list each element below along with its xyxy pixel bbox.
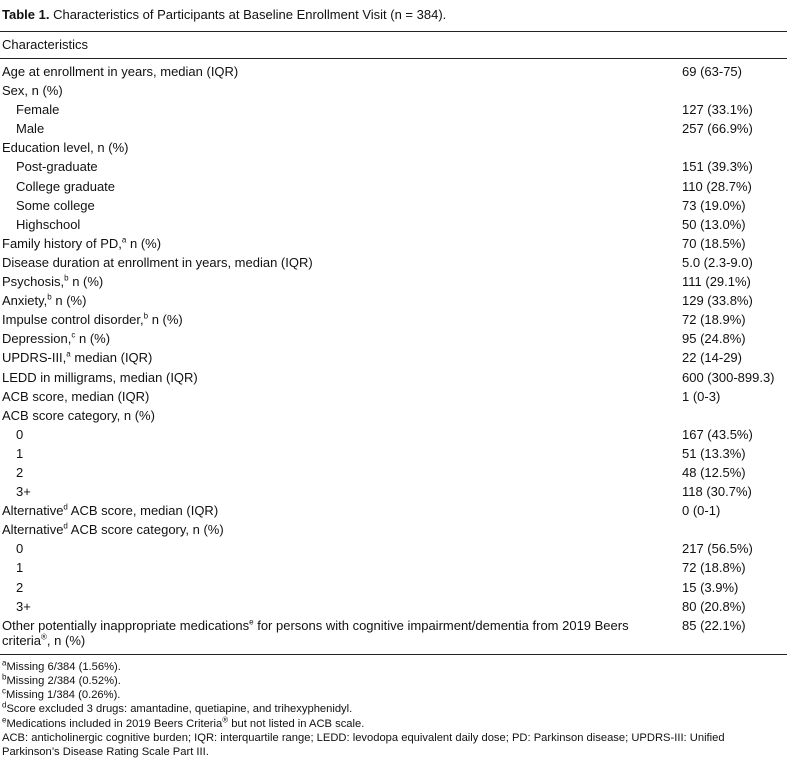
footnote-marker: b bbox=[143, 311, 149, 321]
table-row bbox=[0, 597, 787, 616]
footnote-text: Score excluded 3 drugs: amantadine, quetiapine, and trihexyphenidyl. bbox=[6, 703, 353, 716]
table-row bbox=[0, 348, 787, 367]
footnote-marker: e bbox=[2, 714, 7, 724]
row-label-cell bbox=[0, 406, 682, 425]
row-value: 80 (20.8%) bbox=[682, 598, 746, 614]
row-label: 2 bbox=[16, 579, 24, 595]
row-value: 1 (0-3) bbox=[682, 388, 721, 404]
table-row bbox=[0, 425, 787, 444]
row-label-cell bbox=[0, 387, 682, 406]
footnote-marker: c bbox=[71, 330, 76, 340]
row-label: Age at enrollment in years, median (IQR) bbox=[2, 64, 239, 79]
footnote-marker: e bbox=[249, 617, 254, 627]
table-row bbox=[0, 81, 787, 100]
footnote-marker: b bbox=[2, 672, 7, 682]
registered-mark: ® bbox=[41, 632, 47, 642]
row-value: 70 (18.5%) bbox=[682, 235, 746, 251]
footnote bbox=[2, 714, 785, 731]
row-label: Psychosis, bbox=[2, 274, 65, 290]
row-label: Depression, bbox=[2, 331, 72, 347]
row-label-cell bbox=[0, 291, 682, 310]
row-value: 95 (24.8%) bbox=[682, 331, 746, 347]
abbreviations: ACB: anticholinergic cognitive burden; IQR: interquartile range; LEDD: levodopa equivalent daily dose; PD: Parkinson disease; UPDRS-III: Unified Parkinson’s Disease Rating Scale Part III. bbox=[2, 731, 725, 758]
column-header: Characteristics bbox=[2, 37, 88, 52]
row-label: 1 bbox=[16, 445, 24, 461]
row-label: Alternative bbox=[2, 503, 64, 519]
characteristics-table bbox=[0, 62, 787, 650]
row-label-cell bbox=[0, 444, 682, 463]
table-row bbox=[0, 444, 787, 463]
table-row bbox=[0, 253, 787, 272]
row-label-cell bbox=[0, 501, 682, 520]
row-value: 15 (3.9%) bbox=[682, 579, 739, 595]
footnote-marker: a bbox=[2, 657, 7, 667]
row-value: 50 (13.0%) bbox=[682, 216, 746, 232]
row-value: 151 (39.3%) bbox=[682, 159, 753, 175]
row-label-suffix: n (%) bbox=[68, 274, 104, 290]
footnotes bbox=[0, 655, 787, 759]
row-label: ACB score, median (IQR) bbox=[2, 388, 150, 404]
row-label: Family history of PD, bbox=[2, 235, 122, 251]
row-value bbox=[682, 520, 787, 539]
table-row bbox=[0, 138, 787, 157]
table-row bbox=[0, 291, 787, 310]
row-label: Disease duration at enrollment in years, median (IQR) bbox=[2, 254, 313, 270]
row-value: 217 (56.5%) bbox=[682, 541, 753, 557]
row-label: Alternative bbox=[2, 522, 64, 538]
row-value: 167 (43.5%) bbox=[682, 426, 753, 442]
row-label: Highschool bbox=[16, 216, 81, 232]
row-label-cell bbox=[0, 177, 682, 196]
caption-text: Characteristics of Participants at Baseline Enrollment Visit (n = 384). bbox=[53, 7, 447, 22]
row-label-cont: for persons with cognitive impairment/dementia from 2019 Beers bbox=[253, 617, 629, 633]
row-label: Female bbox=[16, 102, 60, 118]
row-label-suffix: n (%) bbox=[75, 331, 111, 347]
row-label: 3+ bbox=[16, 598, 31, 614]
table-row bbox=[0, 520, 787, 539]
footnote-text: Medications included in 2019 Beers Criteria bbox=[6, 717, 223, 730]
caption-label: Table 1. bbox=[2, 7, 50, 22]
footnote-text: Missing 6/384 (1.56%). bbox=[6, 660, 121, 673]
footnote-text: Missing 2/384 (0.52%). bbox=[6, 674, 121, 687]
row-label: Some college bbox=[16, 197, 95, 213]
table-row bbox=[0, 310, 787, 329]
row-value: 129 (33.8%) bbox=[682, 293, 753, 309]
table-row bbox=[0, 368, 787, 387]
footnote-text: Missing 1/384 (0.26%). bbox=[6, 689, 121, 702]
row-value: 51 (13.3%) bbox=[682, 445, 746, 461]
row-label-cell bbox=[0, 329, 682, 348]
row-label-cell bbox=[0, 272, 682, 291]
row-label: 2 bbox=[16, 464, 24, 480]
table-row bbox=[0, 272, 787, 291]
row-value bbox=[682, 138, 787, 157]
row-label: Other potentially inappropriate medications bbox=[2, 617, 250, 633]
row-value: 127 (33.1%) bbox=[682, 102, 753, 118]
row-label-cell bbox=[0, 215, 682, 234]
footnote-marker: d bbox=[63, 502, 68, 512]
row-label-cell bbox=[0, 253, 682, 272]
row-value: 600 (300-899.3) bbox=[682, 369, 775, 385]
row-label-cell bbox=[0, 196, 682, 215]
row-label-suffix: ACB score, median (IQR) bbox=[67, 503, 219, 519]
row-value bbox=[682, 81, 787, 100]
row-label-cell bbox=[0, 616, 682, 650]
row-label-suffix: median (IQR) bbox=[70, 350, 153, 366]
row-label: Male bbox=[16, 121, 45, 137]
row-label: Anxiety, bbox=[2, 293, 48, 309]
table-row bbox=[0, 157, 787, 176]
row-value: 118 (30.7%) bbox=[682, 484, 752, 500]
row-label-suffix: n (%) bbox=[126, 235, 162, 251]
row-label-cell bbox=[0, 348, 682, 367]
table-row bbox=[0, 578, 787, 597]
table-body bbox=[0, 62, 787, 650]
table-row bbox=[0, 501, 787, 520]
footnote-marker: c bbox=[2, 686, 6, 696]
row-label-cell bbox=[0, 119, 682, 138]
row-value: 22 (14-29) bbox=[682, 350, 742, 366]
row-label: 0 bbox=[16, 426, 24, 442]
table-row bbox=[0, 387, 787, 406]
row-label: LEDD in milligrams, median (IQR) bbox=[2, 369, 198, 385]
row-label-cell bbox=[0, 62, 682, 81]
table-row bbox=[0, 539, 787, 558]
footnote-marker: d bbox=[63, 521, 68, 531]
row-label-cell bbox=[0, 368, 682, 387]
row-label-cell bbox=[0, 558, 682, 577]
registered-mark: ® bbox=[222, 714, 229, 724]
row-value: 69 (63-75) bbox=[682, 64, 742, 79]
table-row bbox=[0, 119, 787, 138]
row-value: 48 (12.5%) bbox=[682, 464, 746, 480]
row-label-cont: criteria bbox=[2, 632, 42, 648]
row-value: 72 (18.9%) bbox=[682, 312, 746, 328]
table-row bbox=[0, 62, 787, 81]
row-label-cell bbox=[0, 539, 682, 558]
row-value: 73 (19.0%) bbox=[682, 197, 746, 213]
table-row bbox=[0, 463, 787, 482]
row-label-cell bbox=[0, 310, 682, 329]
row-label-cell bbox=[0, 520, 682, 539]
footnote-marker: b bbox=[64, 273, 69, 283]
footnote bbox=[2, 657, 785, 674]
row-value bbox=[682, 406, 787, 425]
row-label-suffix: ACB score category, n (%) bbox=[67, 522, 224, 538]
row-value: 111 (29.1%) bbox=[682, 274, 751, 290]
footnote-list bbox=[2, 657, 785, 731]
row-label-cell bbox=[0, 81, 682, 100]
row-label-cell bbox=[0, 482, 682, 501]
row-label-cell bbox=[0, 100, 682, 119]
table-row bbox=[0, 616, 787, 650]
footnote-text: but not listed in ACB scale. bbox=[228, 717, 365, 730]
table-row bbox=[0, 215, 787, 234]
footnote-marker: d bbox=[2, 700, 7, 710]
row-label: 1 bbox=[16, 560, 24, 576]
footnote-marker: a bbox=[121, 235, 127, 245]
row-label-suffix: n (%) bbox=[148, 312, 183, 328]
table-row bbox=[0, 177, 787, 196]
row-label-suffix: , n (%) bbox=[46, 632, 86, 648]
row-label-cell bbox=[0, 578, 682, 597]
row-label-cell bbox=[0, 463, 682, 482]
table-caption bbox=[0, 0, 787, 24]
header-rule bbox=[0, 58, 787, 59]
row-value: 257 (66.9%) bbox=[682, 121, 753, 137]
footnote bbox=[2, 674, 785, 688]
row-value: 85 (22.1%) bbox=[682, 617, 746, 633]
table-row bbox=[0, 558, 787, 577]
row-value: 110 (28.7%) bbox=[682, 178, 752, 194]
row-label-cell bbox=[0, 234, 682, 253]
row-label: Education level, n (%) bbox=[2, 140, 129, 156]
table-row bbox=[0, 100, 787, 119]
row-label-suffix: n (%) bbox=[51, 293, 87, 309]
row-label: ACB score category, n (%) bbox=[2, 407, 155, 423]
row-label: Sex, n (%) bbox=[2, 83, 63, 99]
row-label: Impulse control disorder, bbox=[2, 312, 144, 328]
row-value: 0 (0-1) bbox=[682, 503, 721, 519]
row-label: College graduate bbox=[16, 178, 116, 194]
row-label: 3+ bbox=[16, 484, 31, 500]
table-row bbox=[0, 196, 787, 215]
row-value: 72 (18.8%) bbox=[682, 560, 746, 576]
row-label-cell bbox=[0, 138, 682, 157]
row-value: 5.0 (2.3-9.0) bbox=[682, 254, 753, 270]
table-row bbox=[0, 329, 787, 348]
row-label-cell bbox=[0, 157, 682, 176]
table-row bbox=[0, 234, 787, 253]
row-label-cell bbox=[0, 597, 682, 616]
row-label-cell bbox=[0, 425, 682, 444]
row-label: UPDRS-III, bbox=[2, 350, 67, 366]
row-label: Post-graduate bbox=[16, 159, 98, 175]
row-label: 0 bbox=[16, 541, 24, 557]
table-row bbox=[0, 406, 787, 425]
footnote-marker: b bbox=[47, 292, 52, 302]
footnote bbox=[2, 702, 785, 716]
footnote bbox=[2, 688, 785, 702]
footnote-marker: a bbox=[66, 350, 71, 360]
table-row bbox=[0, 482, 787, 501]
